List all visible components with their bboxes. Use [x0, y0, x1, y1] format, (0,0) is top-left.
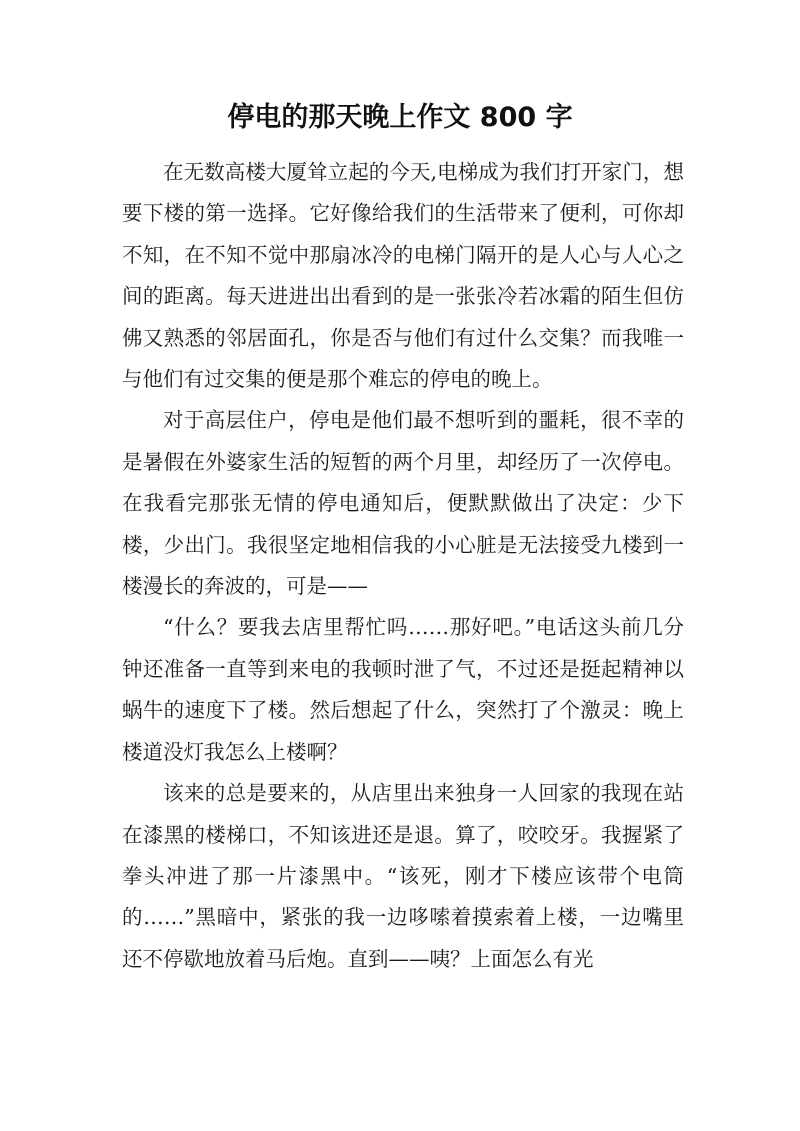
paragraph-3: “什么？要我去店里帮忙吗……那好吧。”电话这头前几分钟还准备一直等到来电的我顿时泄了气，不过还是挺起精神以蜗牛的速度下了楼。然后想起了什么，突然打了个激灵：晚上楼道没灯我怎么上楼啊？	[122, 615, 684, 764]
paragraph-1: 在无数高楼大厦耸立起的今天,电梯成为我们打开家门，想要下楼的第一选择。它好像给我们的生活带来了便利，可你却不知，在不知不觉中那扇冰冷的电梯门隔开的是人心与人心之间的距离。每天进进出出看到的是一张张冷若冰霜的陌生但仿佛又熟悉的邻居面孔，你是否与他们有过什么交集？而我唯一与他们有过交集的便是那个难忘的停电的晚上。	[122, 160, 684, 392]
document-body	[122, 152, 684, 980]
document-title: 停电的那天晚上作文 800 字	[227, 102, 573, 133]
paragraph-4: 该来的总是要来的，从店里出来独身一人回家的我现在站在漆黑的楼梯口，不知该进还是退。算了，咬咬牙。我握紧了拳头冲进了那一片漆黑中。“该死，刚才下楼应该带个电筒的……”黑暗中，紧张的我一边哆嗦着摸索着上楼，一边嘴里还不停歇地放着马后炮。直到——咦？上面怎么有光	[122, 781, 684, 971]
paragraph-2: 对于高层住户，停电是他们最不想听到的噩耗，很不幸的是暑假在外婆家生活的短暂的两个月里，却经历了一次停电。在我看完那张无情的停电通知后，便默默做出了决定：少下楼，少出门。我很坚定地相信我的小心脏是无法接受九楼到一楼漫长的奔波的，可是——	[122, 408, 684, 599]
